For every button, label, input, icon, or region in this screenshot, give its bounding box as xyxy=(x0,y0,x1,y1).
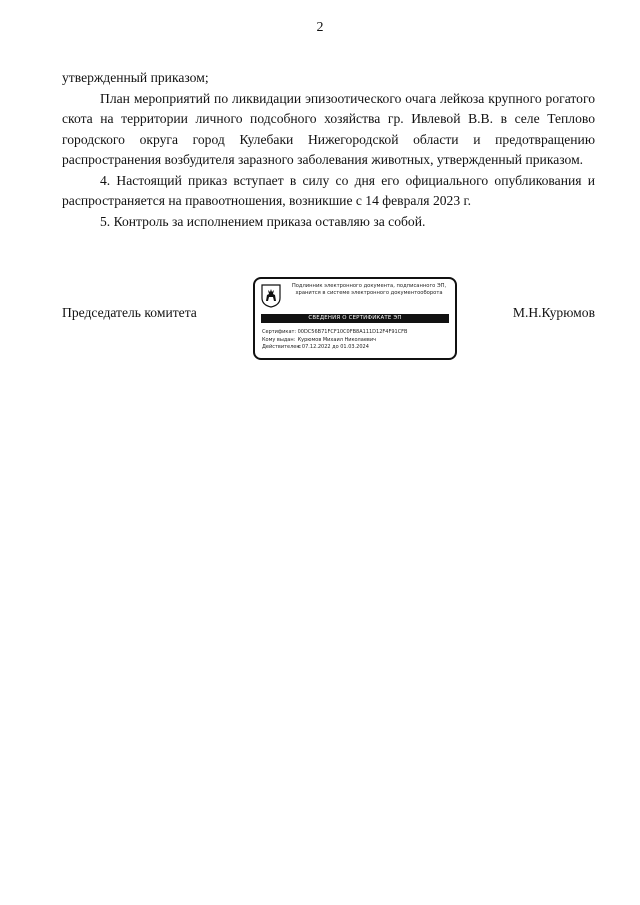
signatory-name: М.Н.Курюмов xyxy=(512,305,595,320)
paragraph-item-5: 5. Контроль за исполнением приказа оставляю за собой. xyxy=(100,213,426,229)
signatory-title: Председатель комитета xyxy=(62,305,197,320)
document-body xyxy=(62,68,595,232)
valid-key: Действителен: xyxy=(262,344,302,350)
stamp-header: Подлинник электронного документа, подписанного ЭП, хранится в системе электронного документооборота xyxy=(291,283,447,296)
paragraph-approved: утвержденный приказом; xyxy=(62,70,209,85)
paragraph-item-4: 4. Настоящий приказ вступает в силу со дня его официального опубликования и распространяется на правоотношения, возникшие с 14 февраля 2023 г. xyxy=(62,172,595,208)
page-number: 2 xyxy=(316,20,324,35)
valid-row xyxy=(262,344,452,352)
certificate-value: 00DC56B71FCF10C0FB8A111D12F4F91CFB xyxy=(297,329,408,335)
certificate-key: Сертификат: xyxy=(262,329,297,335)
electronic-signature-stamp xyxy=(253,277,457,360)
stamp-details xyxy=(262,329,452,352)
paragraph-plan: План мероприятий по ликвидации эпизоотического очага лейкоза крупного рогатого скота на территории личного подсобного хозяйства гр. Ивлевой В.В. в селе Теплово городского округа город Кулебаки Нижегородской области и предотвращению распространения возбудителя заразного заболевания животных, утвержденный приказом. xyxy=(62,90,595,167)
stamp-certificate-title: СВЕДЕНИЯ О СЕРТИФИКАТЕ ЭП xyxy=(261,314,449,323)
deer-coat-of-arms-icon xyxy=(261,284,281,308)
issued-row xyxy=(262,337,452,345)
issued-key: Кому выдан: xyxy=(262,336,296,343)
issued-value: Курюмов Михаил Николаевич xyxy=(297,336,377,343)
valid-value: с 07.12.2022 до 01.03.2024 xyxy=(297,344,369,350)
certificate-row xyxy=(262,329,452,337)
